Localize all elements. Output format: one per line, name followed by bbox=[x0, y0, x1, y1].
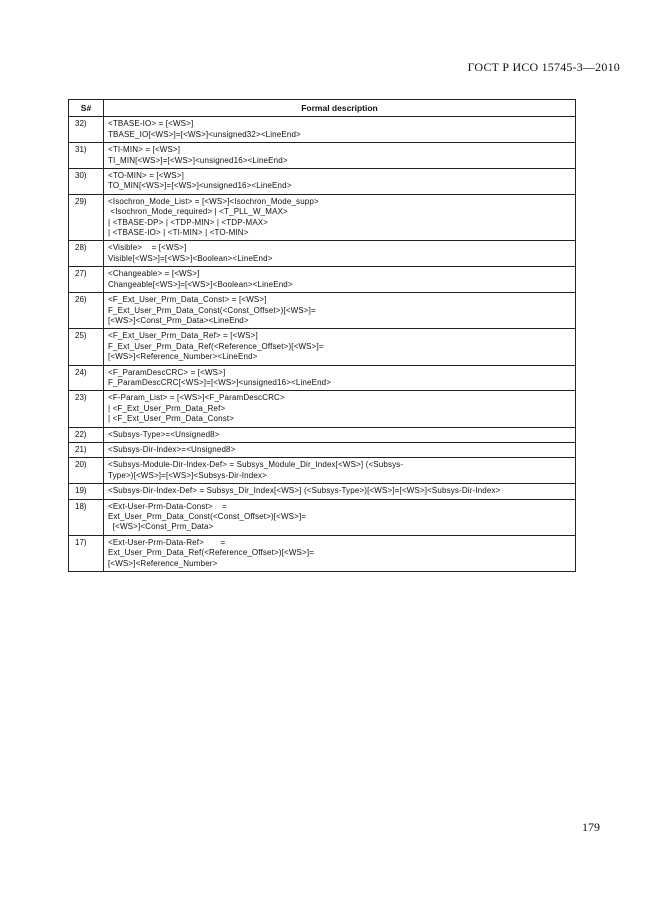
description-line: [<WS>]<Const_Prm_Data><LineEnd> bbox=[108, 315, 249, 325]
formal-description-cell bbox=[104, 391, 576, 427]
column-header-number: S# bbox=[69, 100, 104, 117]
row-number: 30) bbox=[69, 169, 104, 195]
formal-description-cell bbox=[104, 484, 576, 499]
table-row bbox=[69, 293, 576, 329]
formal-description-cell bbox=[104, 329, 576, 365]
table-row bbox=[69, 499, 576, 535]
table-row bbox=[69, 241, 576, 267]
table-row bbox=[69, 442, 576, 457]
table-row bbox=[69, 117, 576, 143]
row-number: 31) bbox=[69, 143, 104, 169]
description-line: Ext_User_Prm_Data_Const(<Const_Offset>)[<WS>]= bbox=[108, 512, 307, 521]
row-number: 21) bbox=[69, 442, 104, 457]
formal-description-cell bbox=[104, 194, 576, 241]
description-line: F_Ext_User_Prm_Data_Ref(<Reference_Offset>)[<WS>]= bbox=[108, 341, 324, 351]
description-line: <Subsys-Dir-Index>=<Unsigned8> bbox=[108, 444, 236, 454]
description-line: TO_MIN[<WS>]=[<WS>]<unsigned16><LineEnd> bbox=[108, 181, 292, 191]
row-number: 25) bbox=[69, 329, 104, 365]
description-line: F_ParamDescCRC[<WS>]=[<WS>]<unsigned16><LineEnd> bbox=[108, 377, 332, 387]
formal-description-cell bbox=[104, 458, 576, 484]
description-line: <F-Param_List> = [<WS>]<F_ParamDescCRC> bbox=[108, 393, 285, 403]
row-number: 20) bbox=[69, 458, 104, 484]
description-line: | <TBASE-DP> | <TDP-MIN> | <TDP-MAX> bbox=[108, 217, 269, 227]
formal-description-cell bbox=[104, 143, 576, 169]
table-row bbox=[69, 329, 576, 365]
description-line: <TBASE-IO> = [<WS>] bbox=[108, 119, 194, 129]
row-number: 23) bbox=[69, 391, 104, 427]
description-line: <Visible> = [<WS>] bbox=[108, 243, 187, 253]
description-line: <Isochron_Mode_required> | <T_PLL_W_MAX> bbox=[108, 207, 288, 217]
formal-description-cell bbox=[104, 169, 576, 195]
description-line: F_Ext_User_Prm_Data_Const(<Const_Offset>)[<WS>]= bbox=[108, 305, 316, 315]
table-body bbox=[69, 117, 576, 572]
description-line: <Subsys-Dir-Index-Def> = Subsys_Dir_Index[<WS>] (<Subsys-Type>)[<WS>]=[<WS>]<Subsys-Dir-Index> bbox=[108, 486, 501, 496]
table-row bbox=[69, 143, 576, 169]
description-line: <Changeable> = [<WS>] bbox=[108, 269, 200, 279]
formal-description-cell bbox=[104, 365, 576, 391]
description-line: Type>)[<WS>]=[<WS>]<Subsys-Dir-Index> bbox=[108, 470, 267, 480]
formal-description-cell bbox=[104, 427, 576, 442]
formal-description-cell bbox=[104, 267, 576, 293]
description-line: | <TBASE-IO> | <TI-MIN> | <TO-MIN> bbox=[108, 228, 249, 238]
description-line: TBASE_IO[<WS>]=[<WS>]<unsigned32><LineEnd> bbox=[108, 129, 301, 139]
row-number: 17) bbox=[69, 535, 104, 571]
page-number: 179 bbox=[582, 820, 600, 834]
description-line: [<WS>]<Reference_Number> bbox=[108, 558, 218, 568]
description-line: <Ext-User-Prm-Data-Const> = bbox=[108, 501, 227, 511]
formal-description-cell bbox=[104, 117, 576, 143]
table-row bbox=[69, 484, 576, 499]
description-line: <Subsys-Type>=<Unsigned8> bbox=[108, 429, 220, 439]
row-number: 18) bbox=[69, 499, 104, 535]
row-number: 24) bbox=[69, 365, 104, 391]
formal-description-cell bbox=[104, 241, 576, 267]
description-line: <TI-MIN> = [<WS>] bbox=[108, 145, 181, 155]
table-row bbox=[69, 194, 576, 241]
description-line: Visible[<WS>]=[<WS>]<Boolean><LineEnd> bbox=[108, 253, 273, 263]
row-number: 27) bbox=[69, 267, 104, 293]
formal-description-cell bbox=[104, 499, 576, 535]
description-line: | <F_Ext_User_Prm_Data_Const> bbox=[108, 414, 235, 424]
formal-description-table bbox=[68, 99, 576, 572]
table-row bbox=[69, 427, 576, 442]
description-line: <F_Ext_User_Prm_Data_Ref> = [<WS>] bbox=[108, 331, 258, 341]
description-line: <TO-MIN> = [<WS>] bbox=[108, 171, 184, 181]
description-line: <Isochron_Mode_List> = [<WS>]<Isochron_Mode_supp> bbox=[108, 196, 319, 206]
description-line: [<WS>]<Reference_Number><LineEnd> bbox=[108, 352, 258, 362]
table-row bbox=[69, 458, 576, 484]
table-header-row bbox=[69, 100, 576, 117]
table-row bbox=[69, 535, 576, 571]
table-row bbox=[69, 391, 576, 427]
description-line: <F_Ext_User_Prm_Data_Const> = [<WS>] bbox=[108, 295, 267, 305]
description-line: <Ext-User-Prm-Data-Ref> = bbox=[108, 537, 226, 547]
row-number: 29) bbox=[69, 194, 104, 241]
row-number: 22) bbox=[69, 427, 104, 442]
formal-description-cell bbox=[104, 535, 576, 571]
description-line: [<WS>]<Const_Prm_Data> bbox=[108, 522, 214, 532]
table-row bbox=[69, 365, 576, 391]
description-line: TI_MIN[<WS>]=[<WS>]<unsigned16><LineEnd> bbox=[108, 155, 288, 165]
row-number: 32) bbox=[69, 117, 104, 143]
description-line: | <F_Ext_User_Prm_Data_Ref> bbox=[108, 403, 226, 413]
column-header-formal-description: Formal description bbox=[104, 100, 576, 117]
formal-description-cell bbox=[104, 293, 576, 329]
formal-description-cell bbox=[104, 442, 576, 457]
row-number: 28) bbox=[69, 241, 104, 267]
standard-designation: ГОСТ Р ИСО 15745-3—2010 bbox=[467, 60, 620, 74]
row-number: 26) bbox=[69, 293, 104, 329]
description-line: <Subsys-Module-Dir-Index-Def> = Subsys_Module_Dir_Index[<WS>] (<Subsys- bbox=[108, 460, 404, 470]
description-line: <F_ParamDescCRC> = [<WS>] bbox=[108, 367, 226, 377]
description-line: Changeable[<WS>]=[<WS>]<Boolean><LineEnd> bbox=[108, 279, 293, 289]
row-number: 19) bbox=[69, 484, 104, 499]
description-line: Ext_User_Prm_Data_Ref(<Reference_Offset>)[<WS>]= bbox=[108, 548, 315, 558]
table-row bbox=[69, 267, 576, 293]
table-row bbox=[69, 169, 576, 195]
